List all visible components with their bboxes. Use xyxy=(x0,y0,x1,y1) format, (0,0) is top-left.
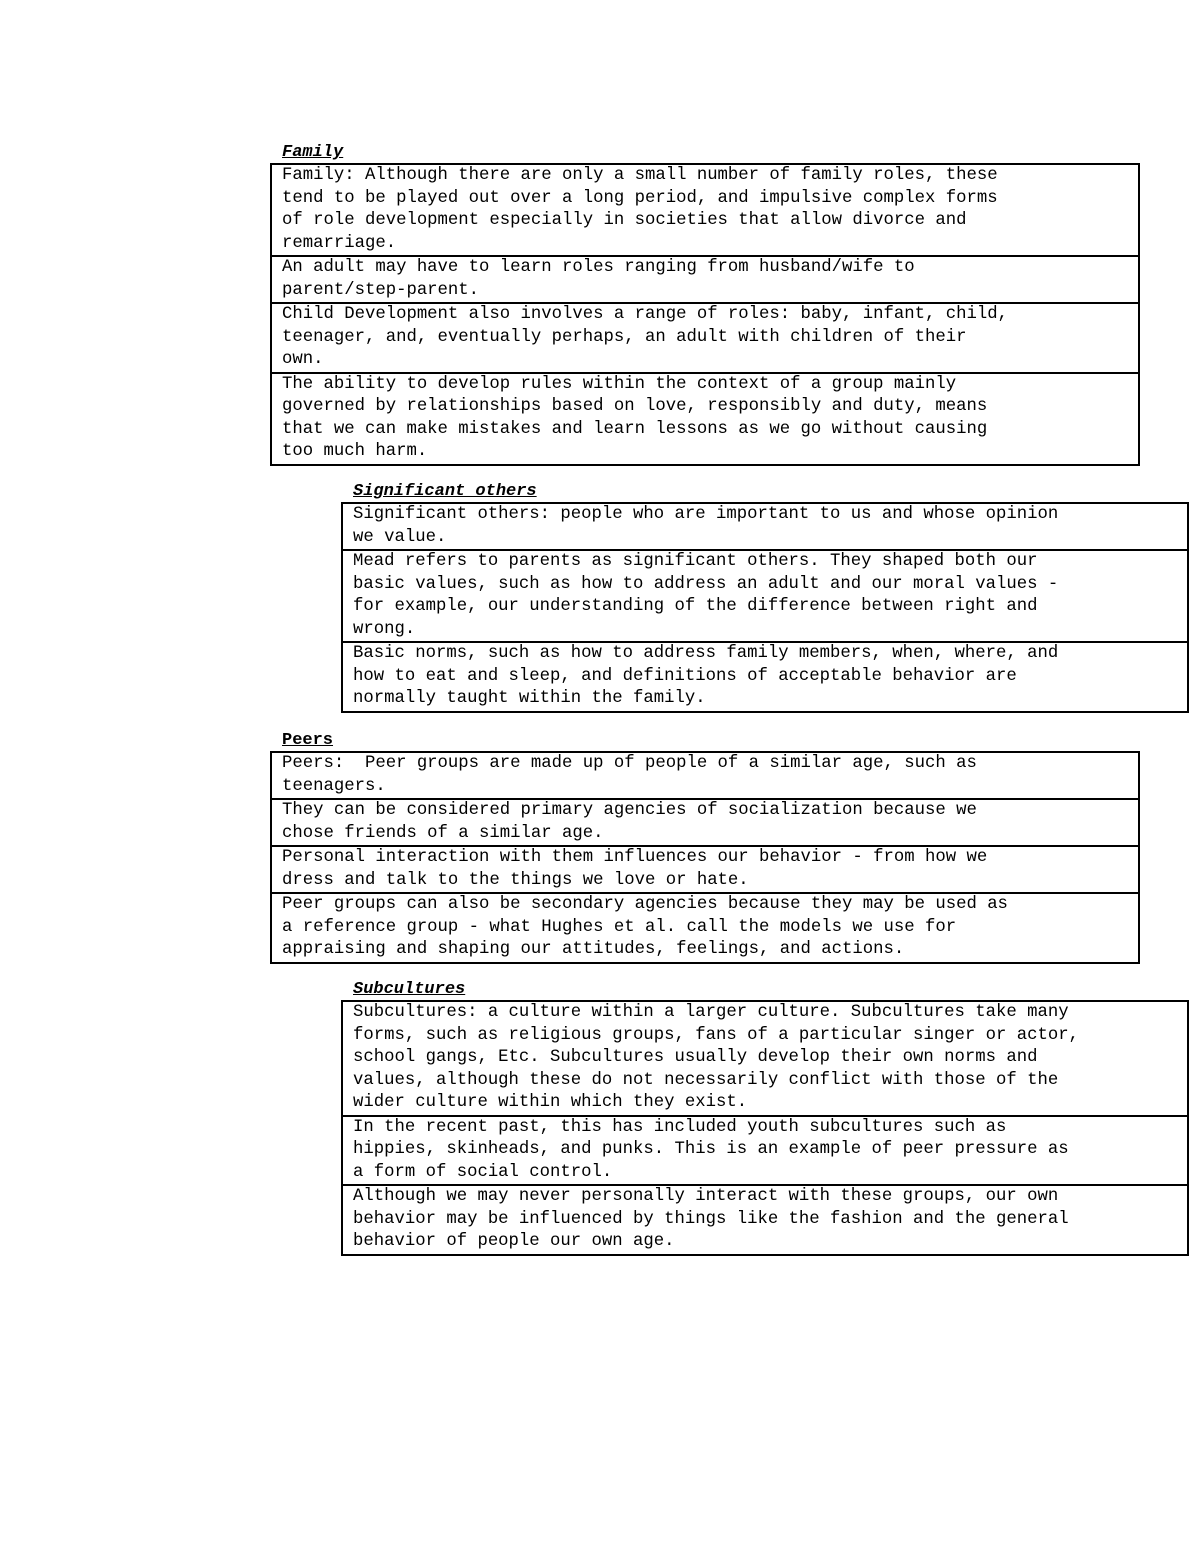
row-text: An adult may have to learn roles ranging from husband/wife to parent/step-parent. xyxy=(282,258,915,300)
text-box xyxy=(341,1000,1189,1256)
text-row xyxy=(343,549,1187,641)
text-row xyxy=(272,845,1138,892)
section-title: Subcultures xyxy=(353,980,466,999)
text-row xyxy=(343,1184,1187,1254)
row-text: They can be considered primary agencies of socialization because we chose friends of a similar age. xyxy=(282,801,977,843)
text-row xyxy=(272,302,1138,372)
row-text: Basic norms, such as how to address family members, when, where, and how to eat and sleep, and definitions of acceptable behavior are normally taught within the family. xyxy=(353,644,1059,708)
section-title: Peers xyxy=(282,731,334,750)
text-row xyxy=(343,641,1187,711)
text-row xyxy=(272,165,1138,255)
row-text: Family: Although there are only a small number of family roles, these tend to be played out over a long period, and impulsive complex forms of role development especially in societies that allow divorce and remarriage. xyxy=(282,166,998,253)
section-peers xyxy=(270,731,1140,964)
row-text: Although we may never personally interact with these groups, our own behavior may be influenced by things like the fashion and the general behavior of people our own age. xyxy=(353,1187,1069,1251)
section-title: Family xyxy=(282,143,344,162)
text-row xyxy=(343,1115,1187,1185)
text-row xyxy=(272,892,1138,962)
row-text: Subcultures: a culture within a larger culture. Subcultures take many forms, such as religious groups, fans of a particular singer or actor, school gangs, Etc. Subcultures usually develop their own norms and values, although these do not necessarily conflict with those of the wider culture within which they exist. xyxy=(353,1003,1079,1112)
section-significant-others xyxy=(341,482,1189,713)
text-row xyxy=(272,798,1138,845)
row-text: Mead refers to parents as significant others. They shaped both our basic values, such as how to address an adult and our moral values - for example, our understanding of the difference between right and wrong. xyxy=(353,552,1059,639)
text-row xyxy=(343,504,1187,549)
row-text: Child Development also involves a range of roles: baby, infant, child, teenager, and, eventually perhaps, an adult with children of their own. xyxy=(282,305,1008,369)
row-text: Peer groups can also be secondary agencies because they may be used as a reference group - what Hughes et al. call the models we use for appraising and shaping our attitudes, feelings, and actions. xyxy=(282,895,1008,959)
text-row xyxy=(272,372,1138,464)
section-title: Significant others xyxy=(353,482,537,501)
text-row xyxy=(272,753,1138,798)
section-subcultures xyxy=(341,980,1189,1256)
text-box xyxy=(341,502,1189,713)
row-text: In the recent past, this has included youth subcultures such as hippies, skinheads, and punks. This is an example of peer pressure as a form of social control. xyxy=(353,1117,1069,1182)
text-row xyxy=(343,1002,1187,1115)
text-box xyxy=(270,751,1140,964)
row-text: The ability to develop rules within the context of a group mainly governed by relationships based on love, responsibly and duty, means that we can make mistakes and learn lessons as we go without causing too much harm. xyxy=(282,374,988,461)
row-text: Personal interaction with them influences our behavior - from how we dress and talk to the things we love or hate. xyxy=(282,848,988,890)
text-row xyxy=(272,255,1138,302)
section-family xyxy=(270,143,1140,466)
text-box xyxy=(270,163,1140,466)
row-text: Peers: Peer groups are made up of people of a similar age, such as teenagers. xyxy=(282,754,977,796)
row-text: Significant others: people who are important to us and whose opinion we value. xyxy=(353,505,1059,547)
